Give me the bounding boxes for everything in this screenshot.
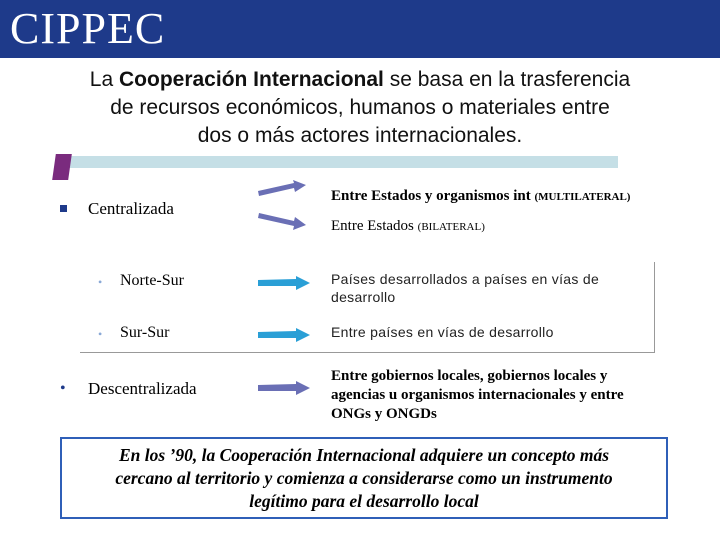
norte-sur-line-1: Países desarrollados a países en vías de: [331, 271, 600, 287]
intro-line-2: de recursos económicos, humanos o materiales entre: [110, 96, 610, 119]
centralizada-label: Centralizada: [88, 199, 174, 218]
intro-text: [60, 66, 660, 150]
conclusion-line-3: legítimo para el desarrollo local: [249, 491, 479, 511]
bilateral-tag: (BILATERAL): [417, 221, 485, 233]
sur-sur-description: Entre países en vías de desarrollo: [331, 324, 554, 340]
arrow-icon: [258, 328, 310, 342]
cippec-logo: CIPPEC: [10, 4, 166, 53]
descentralizada-description: [331, 367, 624, 424]
arrow-icon: [258, 180, 306, 196]
norte-sur-description: [331, 270, 599, 306]
conclusion-line-2: cercano al territorio y comienza a considerarse como un instrumento: [115, 468, 613, 488]
norte-sur-label: Norte-Sur: [120, 272, 184, 289]
multilateral-item: [331, 186, 630, 207]
intro-line-3: dos o más actores internacionales.: [197, 124, 523, 147]
intro-line-1: [60, 66, 660, 94]
bullet-icon: •: [60, 380, 66, 397]
multilateral-main: Entre Estados y organismos int: [331, 188, 531, 204]
square-bullet-icon: [60, 205, 67, 212]
intro-bold: Cooperación Internacional: [119, 68, 384, 91]
intro-line1-rest: se basa en la trasferencia: [383, 68, 631, 91]
descentralizada-line-2: agencias u organismos internacionales y entre: [331, 387, 624, 403]
divider-accent: [52, 154, 72, 180]
sur-sur-label: Sur-Sur: [120, 324, 170, 341]
norte-sur-line-2: desarrollo: [331, 289, 396, 305]
descentralizada-label: Descentralizada: [88, 379, 197, 398]
bullet-icon: •: [98, 327, 103, 341]
arrow-icon: [258, 381, 310, 395]
multilateral-tag: (MULTILATERAL): [534, 191, 631, 203]
conclusion-box: [60, 437, 668, 519]
bilateral-main: Entre Estados: [331, 218, 414, 234]
bullet-icon: •: [98, 275, 103, 289]
intro-prefix: La: [89, 68, 119, 91]
arrow-icon: [258, 213, 306, 231]
divider-bar: [68, 156, 618, 168]
header-bar: [0, 0, 720, 58]
descentralizada-line-1: Entre gobiernos locales, gobiernos locales y: [331, 368, 608, 384]
descentralizada-line-3: ONGs y ONGDs: [331, 406, 437, 422]
conclusion-line-1: En los ’90, la Cooperación Internacional adquiere un concepto más: [118, 445, 610, 465]
bilateral-item: [331, 216, 485, 237]
arrow-icon: [258, 276, 310, 290]
